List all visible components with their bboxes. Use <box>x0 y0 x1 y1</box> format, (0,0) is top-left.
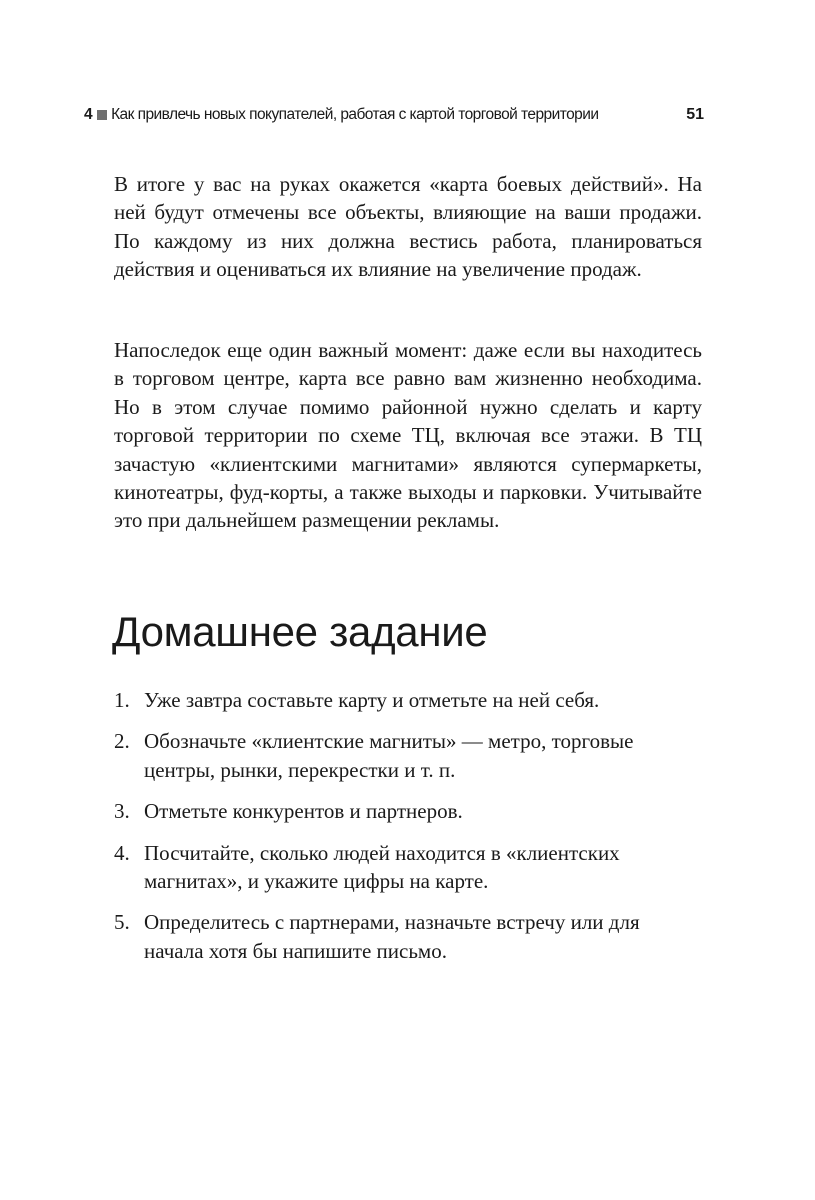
list-item <box>114 908 702 965</box>
homework-list <box>114 686 702 978</box>
list-item-text: Уже завтра составьте карту и отметьте на ней себя. <box>144 688 600 712</box>
chapter-title: Как привлечь новых покупателей, работая с картой торговой территории <box>111 106 599 123</box>
chapter-number: 4 <box>84 106 93 123</box>
section-heading: Домашнее задание <box>112 608 488 655</box>
list-item-text: Определитесь с партнерами, назначьте встречу или для начала хотя бы напишите письмо. <box>144 910 640 963</box>
square-bullet-icon <box>97 110 107 120</box>
list-item-number: 5. <box>114 910 130 935</box>
paragraph-battle-map: В итоге у вас на руках окажется «карта боевых действий». На ней будут отмечены все объекты, влияющие на ваши продажи. По каждому из них должна вестись работа, планироваться действия и оцениваться их влияние на увеличение продаж. <box>114 172 702 282</box>
list-item-text: Обозначьте «клиентские магниты» — метро, торговые центры, рынки, перекрестки и т. п. <box>144 729 634 782</box>
paragraph-shopping-center: Напоследок еще один важный момент: даже если вы находитесь в торговом центре, карта все равно вам жизненно необходима. Но в этом случае помимо районной нужно сделать и карту торговой территории по схеме ТЦ, включая все этажи. В ТЦ зачастую «клиентскими магнитами» являются супермаркеты, кинотеатры, фуд-корты, а также выходы и парковки. Учитывайте это при дальнейшем размещении рекламы. <box>114 338 702 533</box>
list-item <box>114 686 702 714</box>
page-number: 51 <box>686 106 704 123</box>
list-item <box>114 839 702 896</box>
list-item-number: 3. <box>114 799 130 824</box>
running-head <box>84 103 704 127</box>
list-item-number: 4. <box>114 840 130 865</box>
list-item-number: 1. <box>114 688 130 712</box>
list-item-text: Отметьте конкурентов и партнеров. <box>144 799 463 824</box>
list-item-number: 2. <box>114 729 130 754</box>
list-item <box>114 727 702 784</box>
list-item <box>114 797 702 825</box>
list-item-text: Посчитайте, сколько людей находится в «клиентских магнитах», и укажите цифры на карте. <box>144 840 620 894</box>
